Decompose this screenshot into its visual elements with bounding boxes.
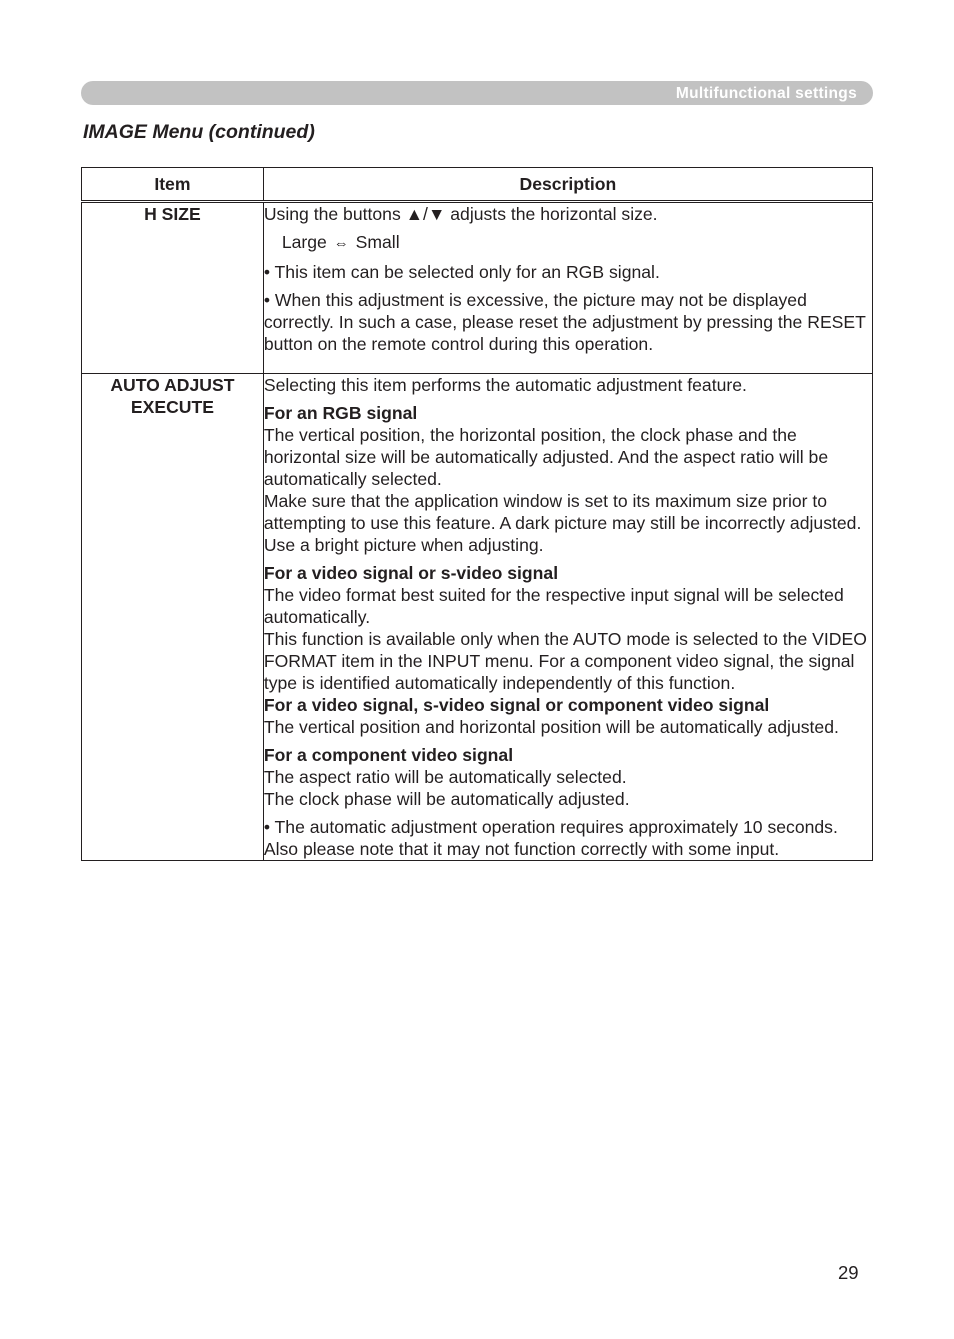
- column-header-description: Description: [263, 168, 872, 202]
- component-aspect-text: The aspect ratio will be automatically selected.: [263, 767, 627, 787]
- table-row-auto-adjust: [82, 374, 873, 861]
- video-signal-block: [264, 562, 872, 738]
- component-clock-text: The clock phase will be automatically adjusted.: [263, 789, 630, 809]
- item-name-line2: EXECUTE: [130, 397, 214, 417]
- range-large-label: Large: [281, 232, 327, 252]
- description-cell-auto-adjust: [263, 374, 872, 861]
- item-name: H SIZE: [144, 204, 201, 224]
- description-cell-h-size: [263, 202, 872, 374]
- rgb-signal-text: The vertical position, the horizontal position, the clock phase and the horizontal size will be automatically adjusted. And the aspect ratio will be automatically selected.: [263, 425, 829, 489]
- note-rgb-only: • This item can be selected only for an RGB signal.: [263, 262, 660, 282]
- all-video-signals-text: The vertical position and horizontal position will be automatically adjusted.: [263, 717, 839, 737]
- video-signal-availability: This function is available only when the AUTO mode is selected to the VIDEO FORMAT item in the INPUT menu. For a component video signal, the signal type is identified automatically independently of this function.: [263, 629, 867, 693]
- page-title: IMAGE Menu (continued): [83, 121, 315, 143]
- range-small-label: Small: [355, 232, 400, 252]
- left-right-arrow-icon: ⇔: [333, 235, 349, 252]
- rgb-signal-block: [264, 402, 872, 556]
- component-signal-heading: For a component video signal: [263, 745, 514, 765]
- description-intro: Selecting this item performs the automatic adjustment feature.: [263, 375, 747, 395]
- video-signal-heading: For a video signal or s-video signal: [263, 563, 559, 583]
- item-name-line1: AUTO ADJUST: [110, 375, 235, 395]
- rgb-signal-heading: For an RGB signal: [263, 403, 418, 423]
- component-signal-block: [264, 744, 872, 810]
- page-number: 29: [838, 1262, 859, 1283]
- size-range: [264, 231, 872, 255]
- image-menu-table: [81, 167, 873, 861]
- video-signal-text: The video format best suited for the respective input signal will be selected automatically.: [263, 585, 844, 627]
- item-cell-auto-adjust: [82, 374, 264, 861]
- column-header-item: Item: [82, 168, 264, 202]
- note-excessive-adjustment: • When this adjustment is excessive, the picture may not be displayed correctly. In such a case, please reset the adjustment by pressing the RESET button on the remote control during this operation.: [263, 290, 866, 354]
- table-row-h-size: [82, 202, 873, 374]
- section-header-label: Multifunctional settings: [675, 85, 857, 102]
- rgb-signal-warning: Make sure that the application window is set to its maximum size prior to attempting to use this feature. A dark picture may still be incorrectly adjusted. Use a bright picture when adjusting.: [263, 491, 862, 555]
- table-header-row: [82, 168, 873, 202]
- section-header-bar: [81, 81, 873, 105]
- note-adjustment-duration: • The automatic adjustment operation requires approximately 10 seconds. Also please note that it may not function correctly with some input.: [263, 817, 838, 859]
- item-cell-h-size: [82, 202, 264, 374]
- description-intro: Using the buttons ▲/▼ adjusts the horizontal size.: [263, 204, 658, 224]
- all-video-signals-heading: For a video signal, s-video signal or component video signal: [263, 695, 770, 715]
